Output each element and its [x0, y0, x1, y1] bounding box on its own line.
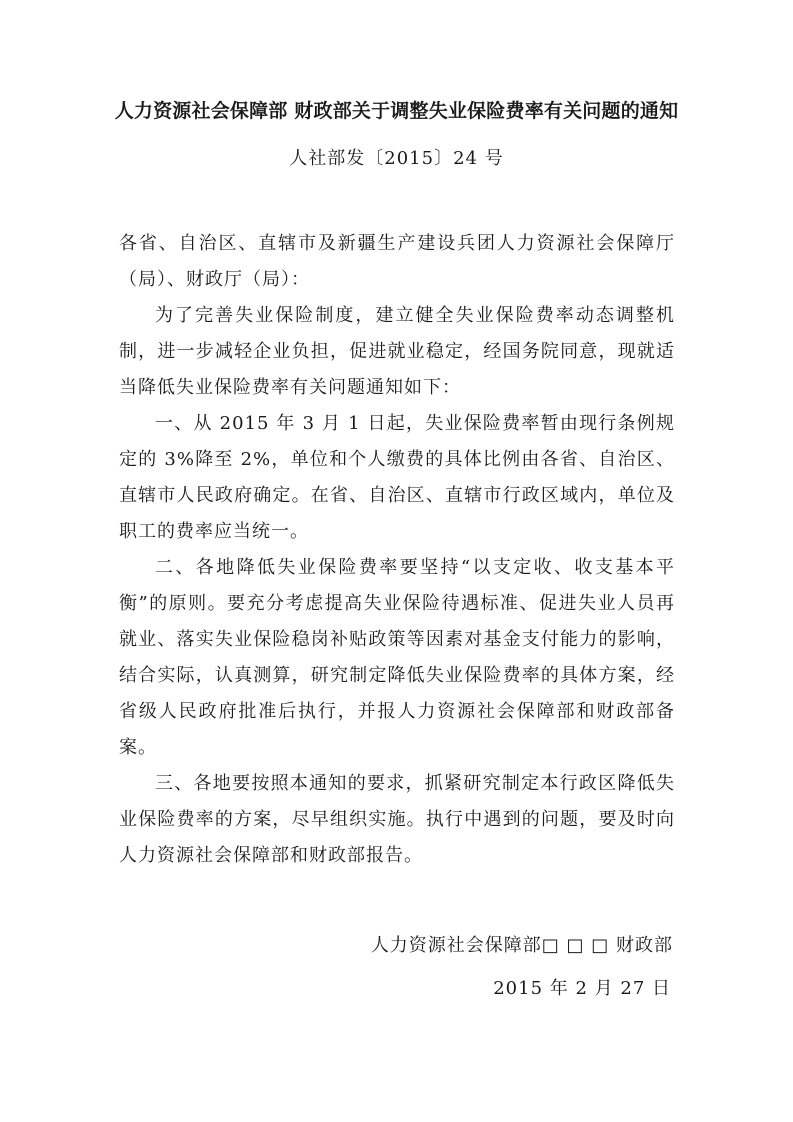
- issuing-authorities: 人力资源社会保障部□ □ □ 财政部: [370, 935, 673, 956]
- document-title: 人力资源社会保障部 财政部关于调整失业保险费率有关问题的通知: [114, 100, 679, 122]
- issue-date: 2015 年 2 月 27 日: [493, 978, 671, 999]
- paragraph-item-3: 三、各地要按照本通知的要求，抓紧研究制定本行政区降低失业保险费率的方案，尽早组织实施。执行中遇到的问题，要及时向人力资源社会保障部和财政部报告。: [119, 773, 675, 866]
- paragraph-item-1: 一、从 2015 年 3 月 1 日起，失业保险费率暂由现行条例规定的 3%降至 2%，单位和个人缴费的具体比例由各省、自治区、直辖市人民政府确定。在省、自治区、直辖市行政区域内，单位及职工的费率应当统一。: [119, 413, 675, 542]
- paragraph-intro: 为了完善失业保险制度，建立健全失业保险费率动态调整机制，进一步减轻企业负担，促进就业稳定，经国务院同意，现就适当降低失业保险费率有关问题通知如下：: [119, 305, 675, 398]
- addressee: 各省、自治区、直辖市及新疆生产建设兵团人力资源社会保障厅（局）、财政厅（局）：: [119, 233, 675, 290]
- paragraph-item-2: 二、各地降低失业保险费率要坚持“以支定收、收支基本平衡”的原则。要充分考虑提高失业保险待遇标准、促进失业人员再就业、落实失业保险稳岗补贴政策等因素对基金支付能力的影响，结合实际，认真测算，研究制定降低失业保险费率的具体方案，经省级人民政府批准后执行，并报人力资源社会保障部和财政部备案。: [119, 557, 675, 758]
- document-body: [119, 226, 675, 874]
- document-number: 人社部发〔2015〕24 号: [289, 148, 504, 169]
